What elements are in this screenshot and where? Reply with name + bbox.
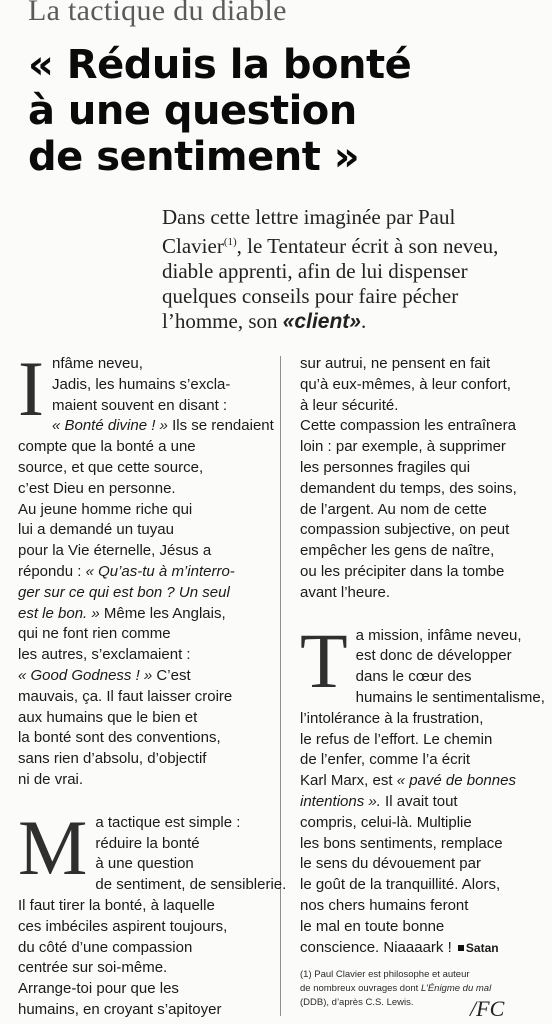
drop-cap-i: I <box>18 345 44 432</box>
text-line: de l’argent. Au nom de cette <box>300 500 487 518</box>
text-line: mauvais, ça. Il faut laisser croire <box>18 687 233 705</box>
drop-cap-m: M <box>18 803 88 891</box>
text-line: les bons sentiments, remplace <box>300 834 503 852</box>
text-line: a tactique est simple : <box>95 813 241 831</box>
text-line: ger sur ce qui est bon ? Un seul <box>18 583 230 601</box>
text-line: compris, celui-là. Multiplie <box>300 813 472 831</box>
text-line: du côté d’une compassion <box>18 938 193 956</box>
footnote-line: de nombreux ouvrages dont L’Énigme du mal <box>300 983 492 994</box>
footnote-ref: (1) <box>223 236 237 248</box>
drop-cap-t: T <box>300 616 348 704</box>
right-column <box>300 354 545 958</box>
text-line: la bonté sont des conventions, <box>18 729 221 747</box>
intro-paragraph <box>162 205 532 334</box>
text-line: Au jeune homme riche qui <box>18 500 193 518</box>
text-line: les autres, s’exclamaient : <box>18 646 191 664</box>
client-word: «client» <box>282 310 361 333</box>
text-line: le refus de l’effort. Le chemin <box>300 730 493 748</box>
intro-line: quelques conseils pour faire pécher <box>162 284 459 308</box>
text-line: à leur sécurité. <box>300 396 399 414</box>
text-line: maient souvent en disant : <box>51 396 228 414</box>
text-line: est le bon. » Même les Anglais, <box>18 604 226 622</box>
text-line: aux humains que le bien et <box>18 708 198 726</box>
text-line: nfâme neveu, <box>51 355 143 372</box>
intro-line: Clavier$^{(1)}$, le Tentateur écrit à son neveu, <box>162 234 499 258</box>
text-line: Karl Marx, est « pavé de bonnes <box>300 772 516 790</box>
text-line: réduire la bonté <box>95 834 200 852</box>
text-line: Arrange-toi pour que les <box>18 980 179 998</box>
text-line: humains, en croyant s’apitoyer <box>18 1000 222 1018</box>
text-line: l’intolérance à la frustration, <box>300 709 484 727</box>
kicker: La tactique du diable <box>28 0 287 27</box>
text-line: ou les précipiter dans la tombe <box>300 562 505 580</box>
text-line: de sentiment, de sensiblerie. <box>95 876 287 894</box>
headline-line: de sentiment » <box>28 134 360 180</box>
intro-line: diable apprenti, afin de lui dispenser <box>162 259 468 283</box>
text-line: dans le cœur des <box>355 668 472 686</box>
text-line: conscience. Niaaaark ! Satan <box>300 938 499 956</box>
text-line: Cette compassion les entraînera <box>300 417 516 435</box>
signature: Satan <box>465 940 499 955</box>
text-line: nos chers humains feront <box>300 896 469 914</box>
text-line: à une question <box>95 855 194 873</box>
text-line: répondu : « Qu’as-tu à m’interro- <box>18 562 235 580</box>
headline-line: « Réduis la bonté <box>28 42 412 88</box>
text-line: Il faut tirer la bonté, à laquelle <box>18 896 215 914</box>
text-line: le goût de la tranquillité. Alors, <box>300 876 501 894</box>
text-line: qu’à eux-mêmes, à leur confort, <box>300 375 511 393</box>
text-line: de l’enfer, comme l’a écrit <box>300 751 471 769</box>
text-line: sans rien d’absolu, d’objectif <box>18 750 207 768</box>
left-column <box>18 345 287 1021</box>
text-line: qui ne font rien comme <box>18 625 171 643</box>
text-line: sur autrui, ne pensent en fait <box>300 355 491 372</box>
footnote-line: (DDB), d’après C.S. Lewis. <box>300 997 414 1008</box>
text-line: le sens du dévouement par <box>300 855 481 873</box>
text-line: humains le sentimentalisme, <box>355 688 545 706</box>
column-divider <box>280 356 281 1016</box>
text-line: avant l’heure. <box>300 583 391 601</box>
headline-line: à une question <box>28 88 357 134</box>
text-line: est donc de développer <box>355 647 512 665</box>
text-line: le mal en toute bonne <box>300 917 445 935</box>
text-line: source, et que cette source, <box>18 458 204 476</box>
text-line: « Good Godness ! » C’est <box>18 666 191 684</box>
text-line: centrée sur soi-même. <box>18 959 168 977</box>
handwritten-initials: /FC <box>470 996 505 1021</box>
text-line: ni de vrai. <box>18 770 84 788</box>
text-line: empêcher les gens de naître, <box>300 542 495 560</box>
intro-line: l’homme, son «client». <box>162 309 367 333</box>
text-line: pour la Vie éternelle, Jésus a <box>18 542 212 560</box>
text-line: « Bonté divine ! » Ils se rendaient <box>51 417 274 435</box>
text-line: compte que la bonté a une <box>18 438 196 456</box>
headline <box>28 42 548 180</box>
text-line: demandent du temps, des soins, <box>300 479 517 497</box>
text-line: intentions ». Il avait tout <box>300 792 458 810</box>
text-line: les personnes fragiles qui <box>300 458 471 476</box>
footnote-line: (1) Paul Clavier est philosophe et auteur <box>300 969 470 980</box>
text-line: c’est Dieu en personne. <box>18 479 176 497</box>
text-line: compassion subjective, on peut <box>300 521 510 539</box>
text-line: loin : par exemple, à supprimer <box>300 438 506 456</box>
intro-line: Dans cette lettre imaginée par Paul <box>162 205 456 229</box>
text-line: a mission, infâme neveu, <box>355 626 522 644</box>
signature-square-icon <box>458 945 464 951</box>
text-line: Jadis, les humains s’excla- <box>51 375 231 393</box>
text-line: lui a demandé un tuyau <box>18 521 174 539</box>
text-line: ces imbéciles aspirent toujours, <box>18 917 228 935</box>
